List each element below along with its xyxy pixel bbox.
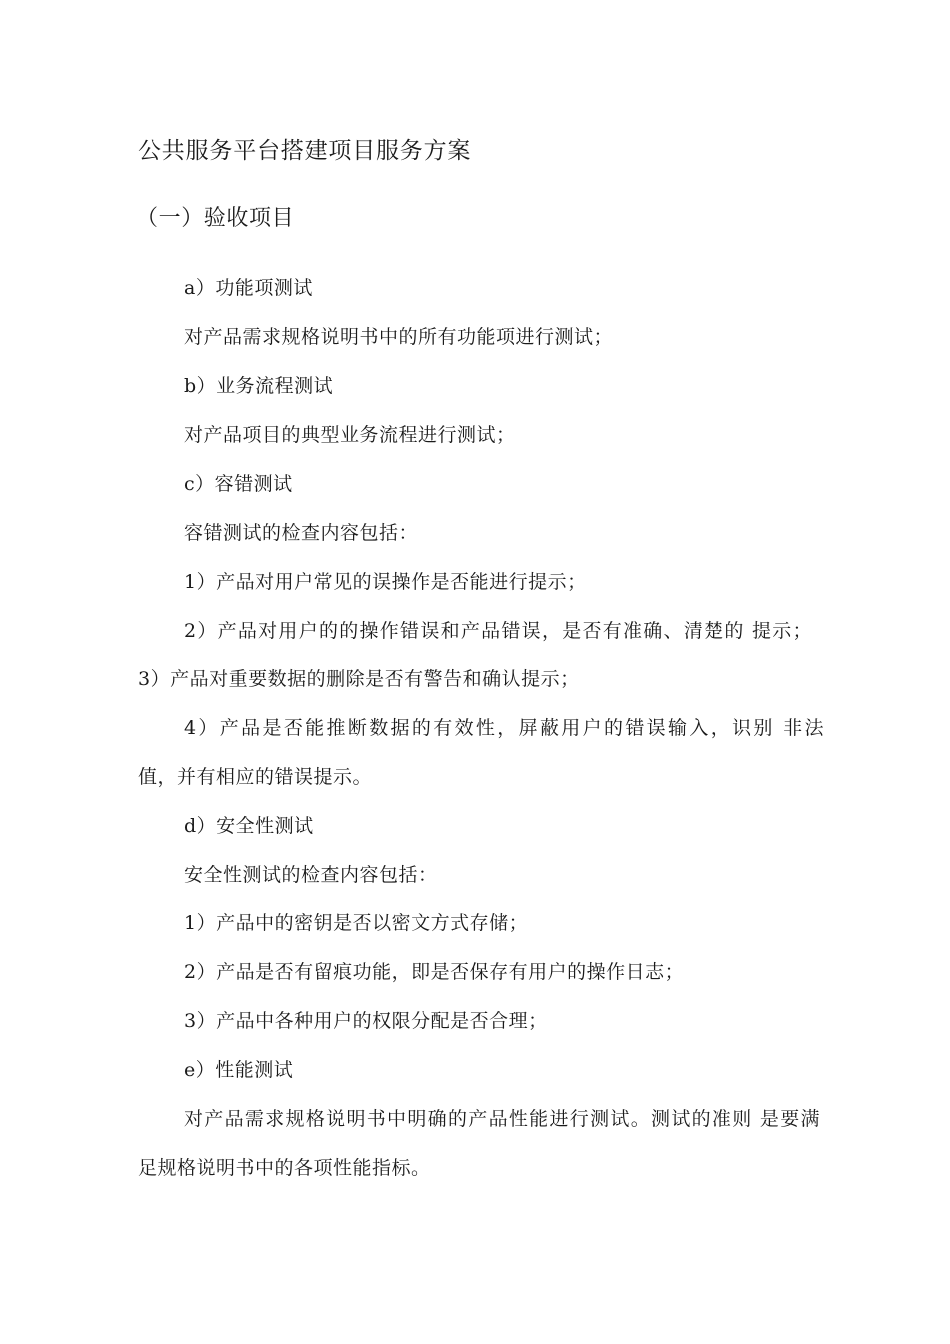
list-item-continuation: 值，并有相应的错误提示。 xyxy=(138,766,373,788)
paragraph: 安全性测试的检查内容包括： xyxy=(184,864,438,886)
list-item: 1）产品中的密钥是否以密文方式存储； xyxy=(184,912,529,934)
document-title: 公共服务平台搭建项目服务方案 xyxy=(138,138,472,164)
paragraph: 对产品需求规格说明书中明确的产品性能进行测试。测试的准则 是要满 xyxy=(184,1108,820,1130)
list-item: 2）产品对用户的的操作错误和产品错误，是否有准确、清楚的 提示； xyxy=(184,620,812,642)
list-item: 2）产品是否有留痕功能，即是否保存有用户的操作日志； xyxy=(184,961,685,983)
item-heading-c: c）容错测试 xyxy=(184,473,293,495)
list-item: 3）产品中各种用户的权限分配是否合理； xyxy=(184,1010,548,1032)
item-heading-e: e）性能测试 xyxy=(184,1059,294,1081)
paragraph-continuation: 足规格说明书中的各项性能指标。 xyxy=(138,1157,431,1179)
list-item: 4）产品是否能推断数据的有效性，屏蔽用户的错误输入，识别 非法 xyxy=(184,717,824,739)
item-heading-d: d）安全性测试 xyxy=(184,815,314,837)
list-item: 3）产品对重要数据的删除是否有警告和确认提示； xyxy=(138,668,580,690)
section-heading: （一）验收项目 xyxy=(136,206,295,231)
list-item: 1）产品对用户常见的误操作是否能进行提示； xyxy=(184,571,587,593)
item-heading-a: a）功能项测试 xyxy=(184,277,313,299)
paragraph: 对产品项目的典型业务流程进行测试； xyxy=(184,424,516,446)
paragraph: 容错测试的检查内容包括： xyxy=(184,522,419,544)
item-heading-b: b）业务流程测试 xyxy=(184,375,334,397)
paragraph: 对产品需求规格说明书中的所有功能项进行测试； xyxy=(184,326,614,348)
